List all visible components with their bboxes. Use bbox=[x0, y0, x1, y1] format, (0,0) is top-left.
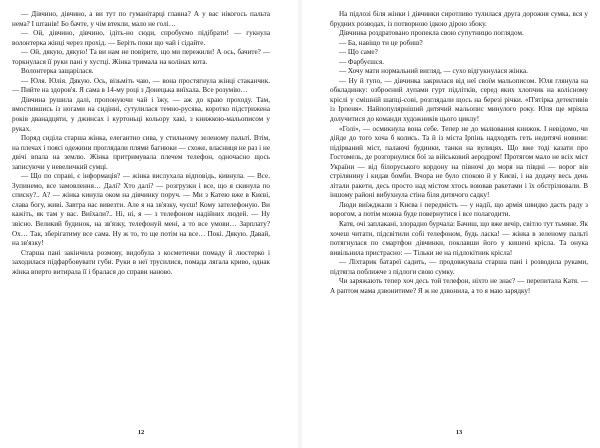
paragraph: Чи заряжають тепер хоч десь той телефон, ніхто не знає? — перепитала Катя. — А раптом мама дзвонитиме? Я ж не дзвонила, а то я маю зарядку! bbox=[330, 277, 588, 295]
page-number-left: 12 bbox=[137, 429, 145, 436]
paragraph: «Голі», — осмикнула вона себе. Тепер не до малювання книжок. І невідомо, чи дійде до того хоча б колись. Та й із міста Ірпінь надходять геть недитячі новини: підірваний міст, палаючі будинки, танки на вулицях. Що вже тоді казати про Гостомель, де розгорнулися бої за військовий аеродром! Протягом мало не всіх міст України — від білоруського кордону на півночі до моря на півдні — ворог вів стрілянину і кидав бомби. Вчора не було спокою й у Києві, і на додачу весь день літали ракети, десь просто над містом хтось воював ракетами і їх обстрілювали. В іншому районі вибухнула стіна біля дитячого садку! bbox=[330, 124, 588, 200]
paragraph: Волонтерка защарілася. bbox=[21, 67, 94, 76]
right-page-body bbox=[330, 10, 588, 296]
paragraph: — Хочу мати нормальний вигляд, — сухо відгукнулася жінка. bbox=[339, 67, 528, 76]
paragraph: — Ой, дякую, дякую! Та ви нам не повірите, що ми пережили! А ось, бачите? — торкнулася її руки пані у хустці. Жінка тримала на колінах кота. bbox=[12, 48, 270, 66]
left-page-body bbox=[12, 10, 270, 277]
paragraph: — Дівчино, дівчино, а ви тут по гуманітарці главна? А у вас нікогось пальта нема? І штанів! Бо бачте, у чім втекли, мало не голі… bbox=[12, 10, 270, 28]
paragraph: — Ой, дівчино, дівчино, ідіть-но сюди, спробуємо підібрати! — гукнула волонтерка жінці через прохід. — Беріть поки що чай і сідайте. bbox=[12, 29, 270, 47]
paragraph: Люди виїжджали з Києва і передмість — у надії, що армія швидко дасть раду з ворогом, а потім можна буде повернутися і все полагодити. bbox=[330, 200, 588, 219]
paragraph: Поряд сиділа старша жінка, елегантно сива, у стильному зеленому пальті. Втім, на плечах і поясі одежини проглядали плями багнюки — схоже, власниця не раз і не двічі впала на землю. Жінка притримувала плечем телефон, одночасно щось записуючи у невеличкий сумці. bbox=[12, 134, 270, 171]
paragraph: Дівчина рушила далі, пропонуючи чай і їжу, — аж до краю проходу. Там, вмостившись із ногами на сидінні, сутулилася темно-русява, коротко підстрижена років дванадцяти, у джинсах і куртоньці кольору хакі, з книжкою-мальописом у руках. bbox=[12, 95, 270, 133]
left-page bbox=[12, 10, 270, 440]
paragraph: — Що саме? bbox=[339, 48, 378, 57]
paragraph: Старша пані закінчила розмову, видобула з косметички помаду й люстерко і заходилася підфарбовувати губи. Руки в неї трусилися, помада лягала криво, однак жінка вперто витирала її і бралася до справи наново. bbox=[12, 248, 270, 276]
paragraph: Дівчинка роздратовано пропекла свою супутницю поглядом. bbox=[339, 29, 524, 38]
paragraph: — Ну й тупо, — дівчинка закрилася від неї своїм мальописом. Юля глянула на обкладинку: озброєний лупами гурт підлітків, серед яких хлопчик на колісному кріслі у смішній шапці-совi, розглядали щось на березі річки. «П'ятірка детективів із Ірпеня». Найпопулярніший дитячий мальопис минулого року. Юля ще мріяла долучитися до команди художників цього циклу! bbox=[330, 76, 588, 124]
paragraph: — Ба, навіщо ти це робиш? bbox=[339, 38, 423, 47]
page-number-right: 13 bbox=[455, 429, 463, 436]
right-page bbox=[330, 10, 588, 440]
paragraph: На підлозі біля жінки і дівчинки сиротливо тулилася друга дорожня сумка, вся у брудних розводах, із потворною ідкою дірою збоку. bbox=[330, 10, 588, 28]
paragraph: Катя, очі заплакані, злорадно бурчала: Бачиш, що вже вечір, світло тут тьмяне. Як хочеш читати, підсвітили собі телефоном, будь ласка! — жінка в зеленому пальті потягнулася по смартфон дівчинки, поклавши його у кишені крісла. Та онука вивільнила пристрасно: — Тільки не на підлокітник крісла! bbox=[330, 220, 588, 257]
paragraph: — Юля. Юлія. Дякую. Ось, візьміть чаю, — вона простягнула жінці стаканчик. — Пийте на здоров'я. Я сама в 14-му році з Донецька виїхала. Все розумію… bbox=[12, 76, 270, 95]
book-gutter bbox=[297, 0, 303, 448]
paragraph: — Фарбуєшся. bbox=[339, 57, 385, 66]
paragraph: — Що по справі, є інформація? — жінка вислухала відповідь, кивнула. — Все. Зупинемо, все замовлення… Далі? Хто далі? — розгрузки і все, що я скинула по списку?.. А? — жінка кинула оком на дівчинку поруч. — Ми з Катею вже в Києві, слава богу, живі. Завтра нас вивезти. Але я на зв'язку, чуєш! Кому зателефоную. Ви кажіть, як там у вас. Виїхали?.. Ні, ні, я — з телефоном надійних людей. — Ну звісно. Великий будинок, на зв'язку, телефонуй мені, а то все умови… Зарплату? Ох… Так, зберігатиму все сама. Ну ж то, то ще потім на все… Покі. Дякую. Давай, на зв'язку! bbox=[12, 172, 270, 248]
paragraph: — Ліхтарик батареї садить, — продовжувала старша пані і розводила руками, підтягла поближче з підлоги свою сумку. bbox=[330, 258, 588, 276]
